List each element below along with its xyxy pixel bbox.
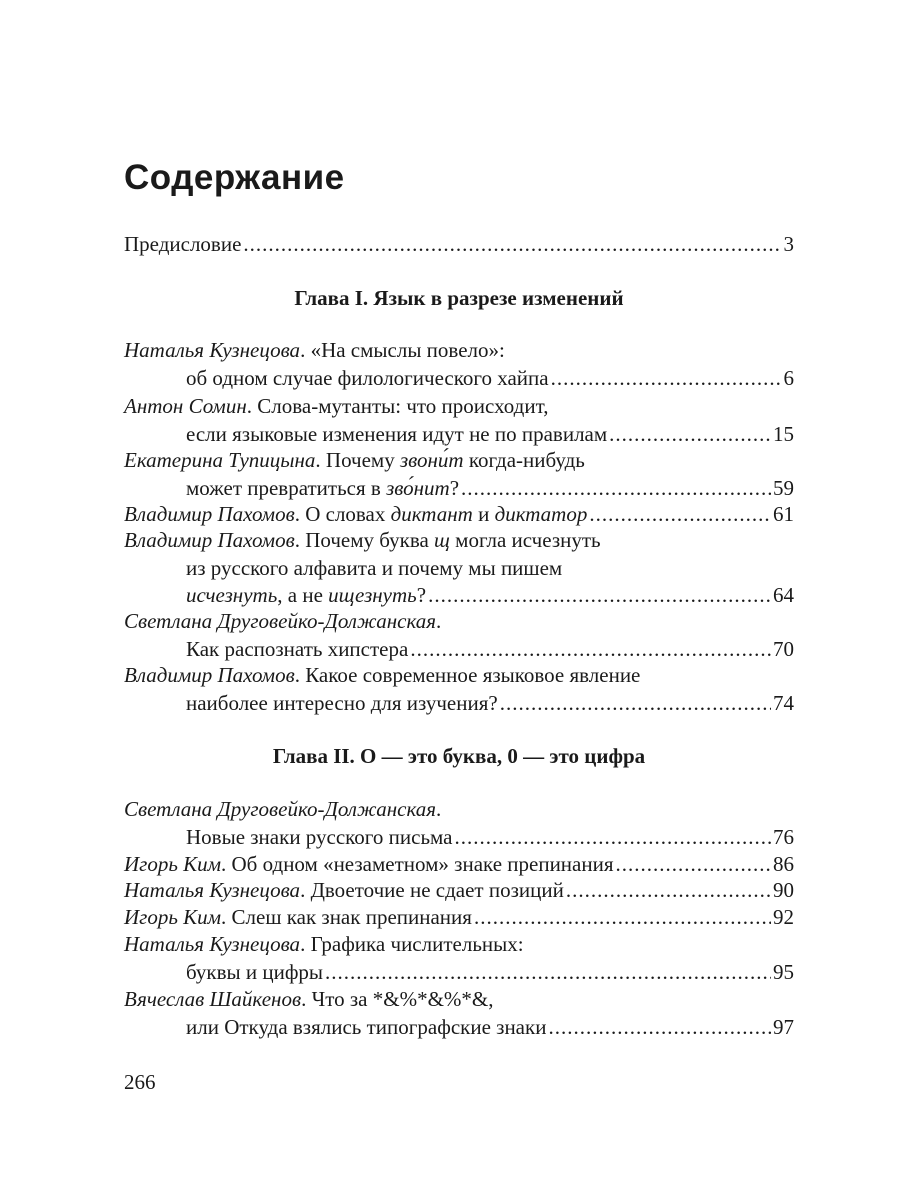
entry-title-italic: ищезнуть bbox=[328, 583, 417, 607]
entry-title: . bbox=[436, 797, 442, 821]
entry-title: . Какое современное языковое явление bbox=[294, 663, 641, 687]
page-number: 97 bbox=[773, 1015, 794, 1039]
page-number: 6 bbox=[783, 366, 794, 390]
entry-title: ? bbox=[449, 476, 460, 500]
page-number: 15 bbox=[773, 422, 794, 446]
page-number: 59 bbox=[773, 476, 794, 500]
entry-title: . Двоеточие не сдает позиций bbox=[300, 878, 564, 902]
toc-entry-line bbox=[186, 958, 794, 986]
leader-dots bbox=[243, 230, 781, 258]
entry-title: . Слеш как знак препинания bbox=[221, 905, 472, 929]
entry-author: Игорь Ким bbox=[124, 852, 222, 876]
entry-title-italic: диктант bbox=[390, 502, 473, 526]
page-number: 3 bbox=[783, 232, 794, 256]
leader-dots bbox=[455, 823, 772, 851]
entry-title: ? bbox=[416, 583, 427, 607]
toc-entry-line bbox=[124, 526, 794, 554]
leader-dots bbox=[410, 635, 771, 663]
toc-entry-line bbox=[124, 985, 794, 1013]
entry-title-italic: щ bbox=[434, 528, 450, 552]
entry-title: может превратиться в bbox=[186, 476, 387, 500]
entry-title: если языковые изменения идут не по правилам bbox=[186, 422, 608, 446]
page-number: 95 bbox=[773, 960, 794, 984]
toc-entry-line bbox=[186, 420, 794, 448]
page-number: 76 bbox=[773, 825, 794, 849]
entry-title: об одном случае филологического хайпа bbox=[186, 366, 549, 390]
entry-author: Наталья Кузнецова bbox=[124, 878, 301, 902]
toc-entry-line bbox=[186, 581, 794, 609]
chapter-1-heading: Глава I. Язык в разрезе изменений bbox=[294, 286, 624, 310]
entry-author: Вячеслав Шайкенов bbox=[124, 987, 302, 1011]
entry-title: . Слова-мутанты: что происходит, bbox=[246, 394, 549, 418]
toc-entry-line bbox=[124, 392, 794, 420]
page-number: 70 bbox=[773, 637, 794, 661]
toc-entry-line bbox=[124, 795, 794, 823]
entry-title: Новые знаки русского письма bbox=[186, 825, 453, 849]
entry-title-italic: зво́нит bbox=[386, 476, 450, 500]
leader-dots bbox=[428, 581, 771, 609]
leader-dots bbox=[609, 420, 771, 448]
entry-author: Светлана Друговейко-Должанская bbox=[124, 609, 437, 633]
toc-entry-line bbox=[186, 635, 794, 663]
entry-author: Владимир Пахомов bbox=[124, 528, 295, 552]
page-number: 64 bbox=[773, 583, 794, 607]
entry-title: . «На смыслы повело»: bbox=[300, 338, 505, 362]
folio-page-number: 266 bbox=[124, 1070, 156, 1094]
entry-author: Светлана Друговейко-Должанская bbox=[124, 797, 437, 821]
entry-title: . Об одном «незаметном» знаке препинания bbox=[221, 852, 614, 876]
leader-dots bbox=[566, 876, 771, 904]
toc-entry-line bbox=[186, 474, 794, 502]
leader-dots bbox=[616, 850, 771, 878]
leader-dots bbox=[589, 500, 771, 528]
leader-dots bbox=[500, 689, 771, 717]
toc-entry-line bbox=[186, 689, 794, 717]
entry-author: Владимир Пахомов bbox=[124, 502, 295, 526]
entry-title-italic: исчезнуть bbox=[186, 583, 278, 607]
page-number: 61 bbox=[773, 502, 794, 526]
entry-author: Наталья Кузнецова bbox=[124, 338, 301, 362]
entry-author: Антон Сомин bbox=[124, 394, 247, 418]
entry-title: наиболее интересно для изучения? bbox=[186, 691, 498, 715]
toc-entry-line bbox=[124, 336, 794, 364]
toc-entry-line bbox=[124, 930, 794, 958]
toc-entry-line bbox=[124, 500, 794, 528]
entry-title: . О словах bbox=[294, 502, 391, 526]
entry-title: Как распознать хипстера bbox=[186, 637, 409, 661]
entry-title: когда-нибудь bbox=[463, 448, 585, 472]
leader-dots bbox=[548, 1013, 771, 1041]
entry-title: , а не bbox=[277, 583, 329, 607]
page-title: Содержание bbox=[124, 158, 345, 197]
leader-dots bbox=[474, 903, 771, 931]
entry-author: Екатерина Тупицына bbox=[124, 448, 316, 472]
toc-entry-line bbox=[186, 1013, 794, 1041]
entry-title: . bbox=[436, 609, 442, 633]
entry-title: . Графика числительных: bbox=[300, 932, 524, 956]
entry-title: из русского алфавита и почему мы пишем bbox=[186, 556, 563, 580]
toc-entry-line bbox=[124, 903, 794, 931]
entry-title: . Почему буква bbox=[294, 528, 435, 552]
chapter-2-heading: Глава II. О — это буква, 0 — это цифра bbox=[272, 744, 646, 768]
page-number: 92 bbox=[773, 905, 794, 929]
entry-title: Предисловие bbox=[124, 232, 242, 256]
entry-title-italic: диктатор bbox=[494, 502, 588, 526]
toc-entry-preface bbox=[124, 230, 794, 258]
leader-dots bbox=[551, 364, 782, 392]
toc-entry-line bbox=[186, 364, 794, 392]
entry-author: Владимир Пахомов bbox=[124, 663, 295, 687]
entry-title: буквы и цифры bbox=[186, 960, 324, 984]
entry-author: Игорь Ким bbox=[124, 905, 222, 929]
entry-author: Наталья Кузнецова bbox=[124, 932, 301, 956]
toc-entry-line bbox=[124, 607, 794, 635]
toc-entry-line bbox=[124, 850, 794, 878]
page-number: 74 bbox=[773, 691, 794, 715]
entry-title: могла исчезнуть bbox=[449, 528, 601, 552]
toc-entry-line bbox=[124, 446, 794, 474]
leader-dots bbox=[325, 958, 771, 986]
page-number: 86 bbox=[773, 852, 794, 876]
entry-title: . Что за *&%*&%*&, bbox=[301, 987, 494, 1011]
page-number: 90 bbox=[773, 878, 794, 902]
toc-entry-line bbox=[124, 876, 794, 904]
toc-entry-line bbox=[124, 661, 794, 689]
entry-title: . Почему bbox=[315, 448, 400, 472]
leader-dots bbox=[461, 474, 771, 502]
toc-entry-line bbox=[186, 823, 794, 851]
entry-title: или Откуда взялись типографские знаки bbox=[186, 1015, 547, 1039]
entry-title-italic: звони́т bbox=[399, 448, 464, 472]
toc-entry-line bbox=[186, 554, 794, 582]
entry-title: и bbox=[472, 502, 495, 526]
